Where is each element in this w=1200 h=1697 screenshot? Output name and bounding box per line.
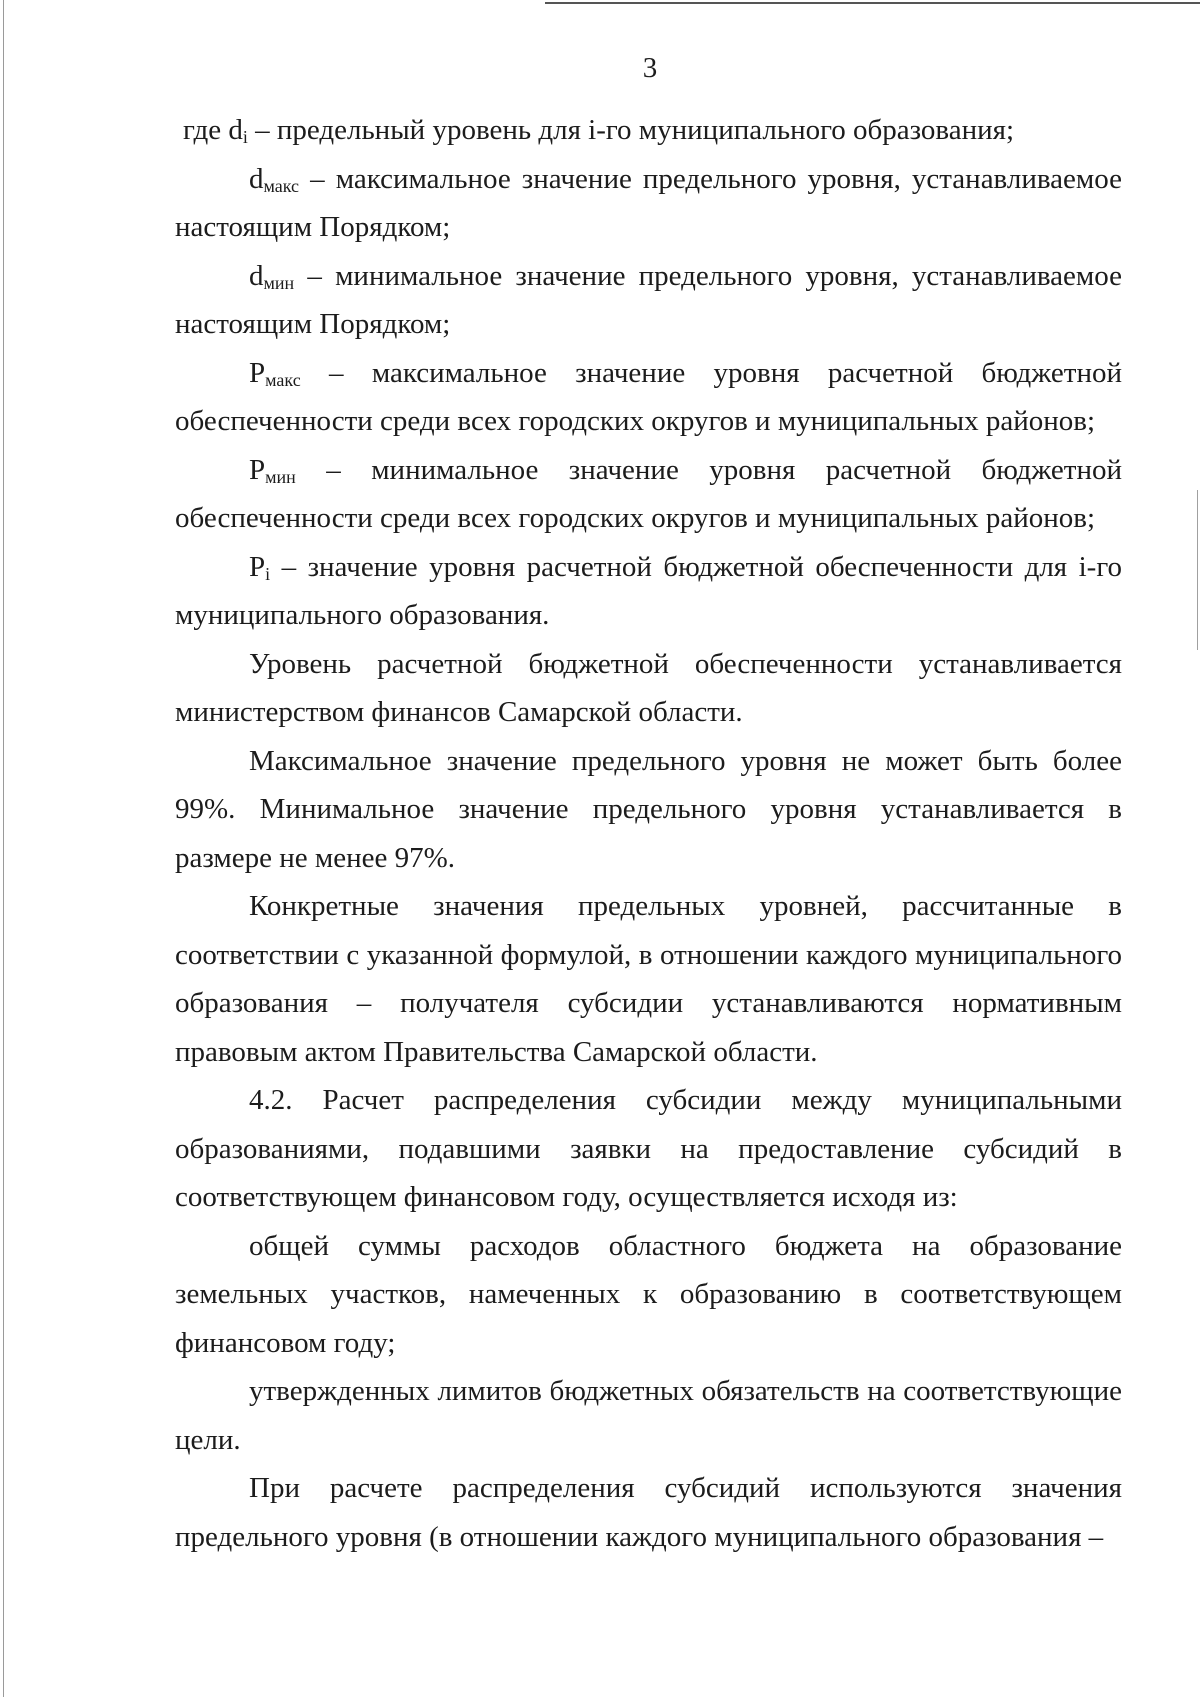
paragraph-budget-level: Уровень расчетной бюджетной обеспеченности устанавливается министерством финансов Самарской области. [175,647,1122,728]
scan-top-edge [545,2,1200,4]
definition-dmax [175,155,1122,252]
symbol: d [249,259,264,292]
page-number: 3 [642,52,658,84]
symbol-subscript: макс [265,369,301,390]
scan-left-edge [3,0,4,1697]
symbol-subscript: мин [265,466,296,487]
paragraph-total-expenses: общей суммы расходов областного бюджета на образование земельных участков, намеченных к образованию в соответствующем финансовом году; [175,1229,1122,1359]
definition-pi [175,543,1122,640]
symbol-subscript: макс [263,175,300,196]
definition-text: – предельный уровень для i-го муниципального образования; [247,114,1015,146]
symbol: d [249,162,264,195]
paragraph-calculation: При расчете распределения субсидий используются значения предельного уровня (в отношении каждого муниципального образования – [175,1472,1122,1553]
symbol: где d [183,114,243,146]
symbol: P [249,453,266,486]
definition-di [175,106,1122,155]
paragraph-limits: Максимальное значение предельного уровня не может быть более 99%. Минимальное значение предельного уровня устанавливается в размере не менее 97%. [175,744,1122,874]
definition-text: – максимальное значение уровня расчетной бюджетной обеспеченности среди всех городских округов и муниципальных районов; [175,356,1122,437]
symbol-subscript: мин [263,272,295,293]
definition-text: – максимальное значение предельного уровня, устанавливаемое настоящим Порядком; [175,162,1122,243]
definition-text: – значение уровня расчетной бюджетной обеспеченности для i-го муниципального образования. [175,550,1122,631]
symbol-subscript: i [265,563,271,584]
definition-pmin [175,446,1122,543]
definition-text: – минимальное значение предельного уровня, устанавливаемое настоящим Порядком; [175,259,1122,340]
definition-text: – минимальное значение уровня расчетной бюджетной обеспеченности среди всех городских округов и муниципальных районов; [175,453,1122,534]
symbol: P [249,356,266,389]
definition-pmax [175,349,1122,446]
symbol-subscript: i [242,127,248,147]
paragraph-section-4-2: 4.2. Расчет распределения субсидии между муниципальными образованиями, подавшими заявки на предоставление субсидий в соответствующем финансовом году, осуществляется исходя из: [175,1084,1122,1213]
symbol: P [249,550,266,583]
definition-dmin [175,252,1122,349]
paragraph-approved-limits: утвержденных лимитов бюджетных обязательств на соответствующие цели. [175,1375,1122,1456]
paragraph-specific-values: Конкретные значения предельных уровней, рассчитанные в соответствии с указанной формулой, в отношении каждого муниципального образования – получателя субсидии устанавливаются нормативным правовым актом Правительства Самарской области. [175,890,1122,1068]
scan-right-edge [1197,490,1198,650]
document-body [175,106,1122,1561]
